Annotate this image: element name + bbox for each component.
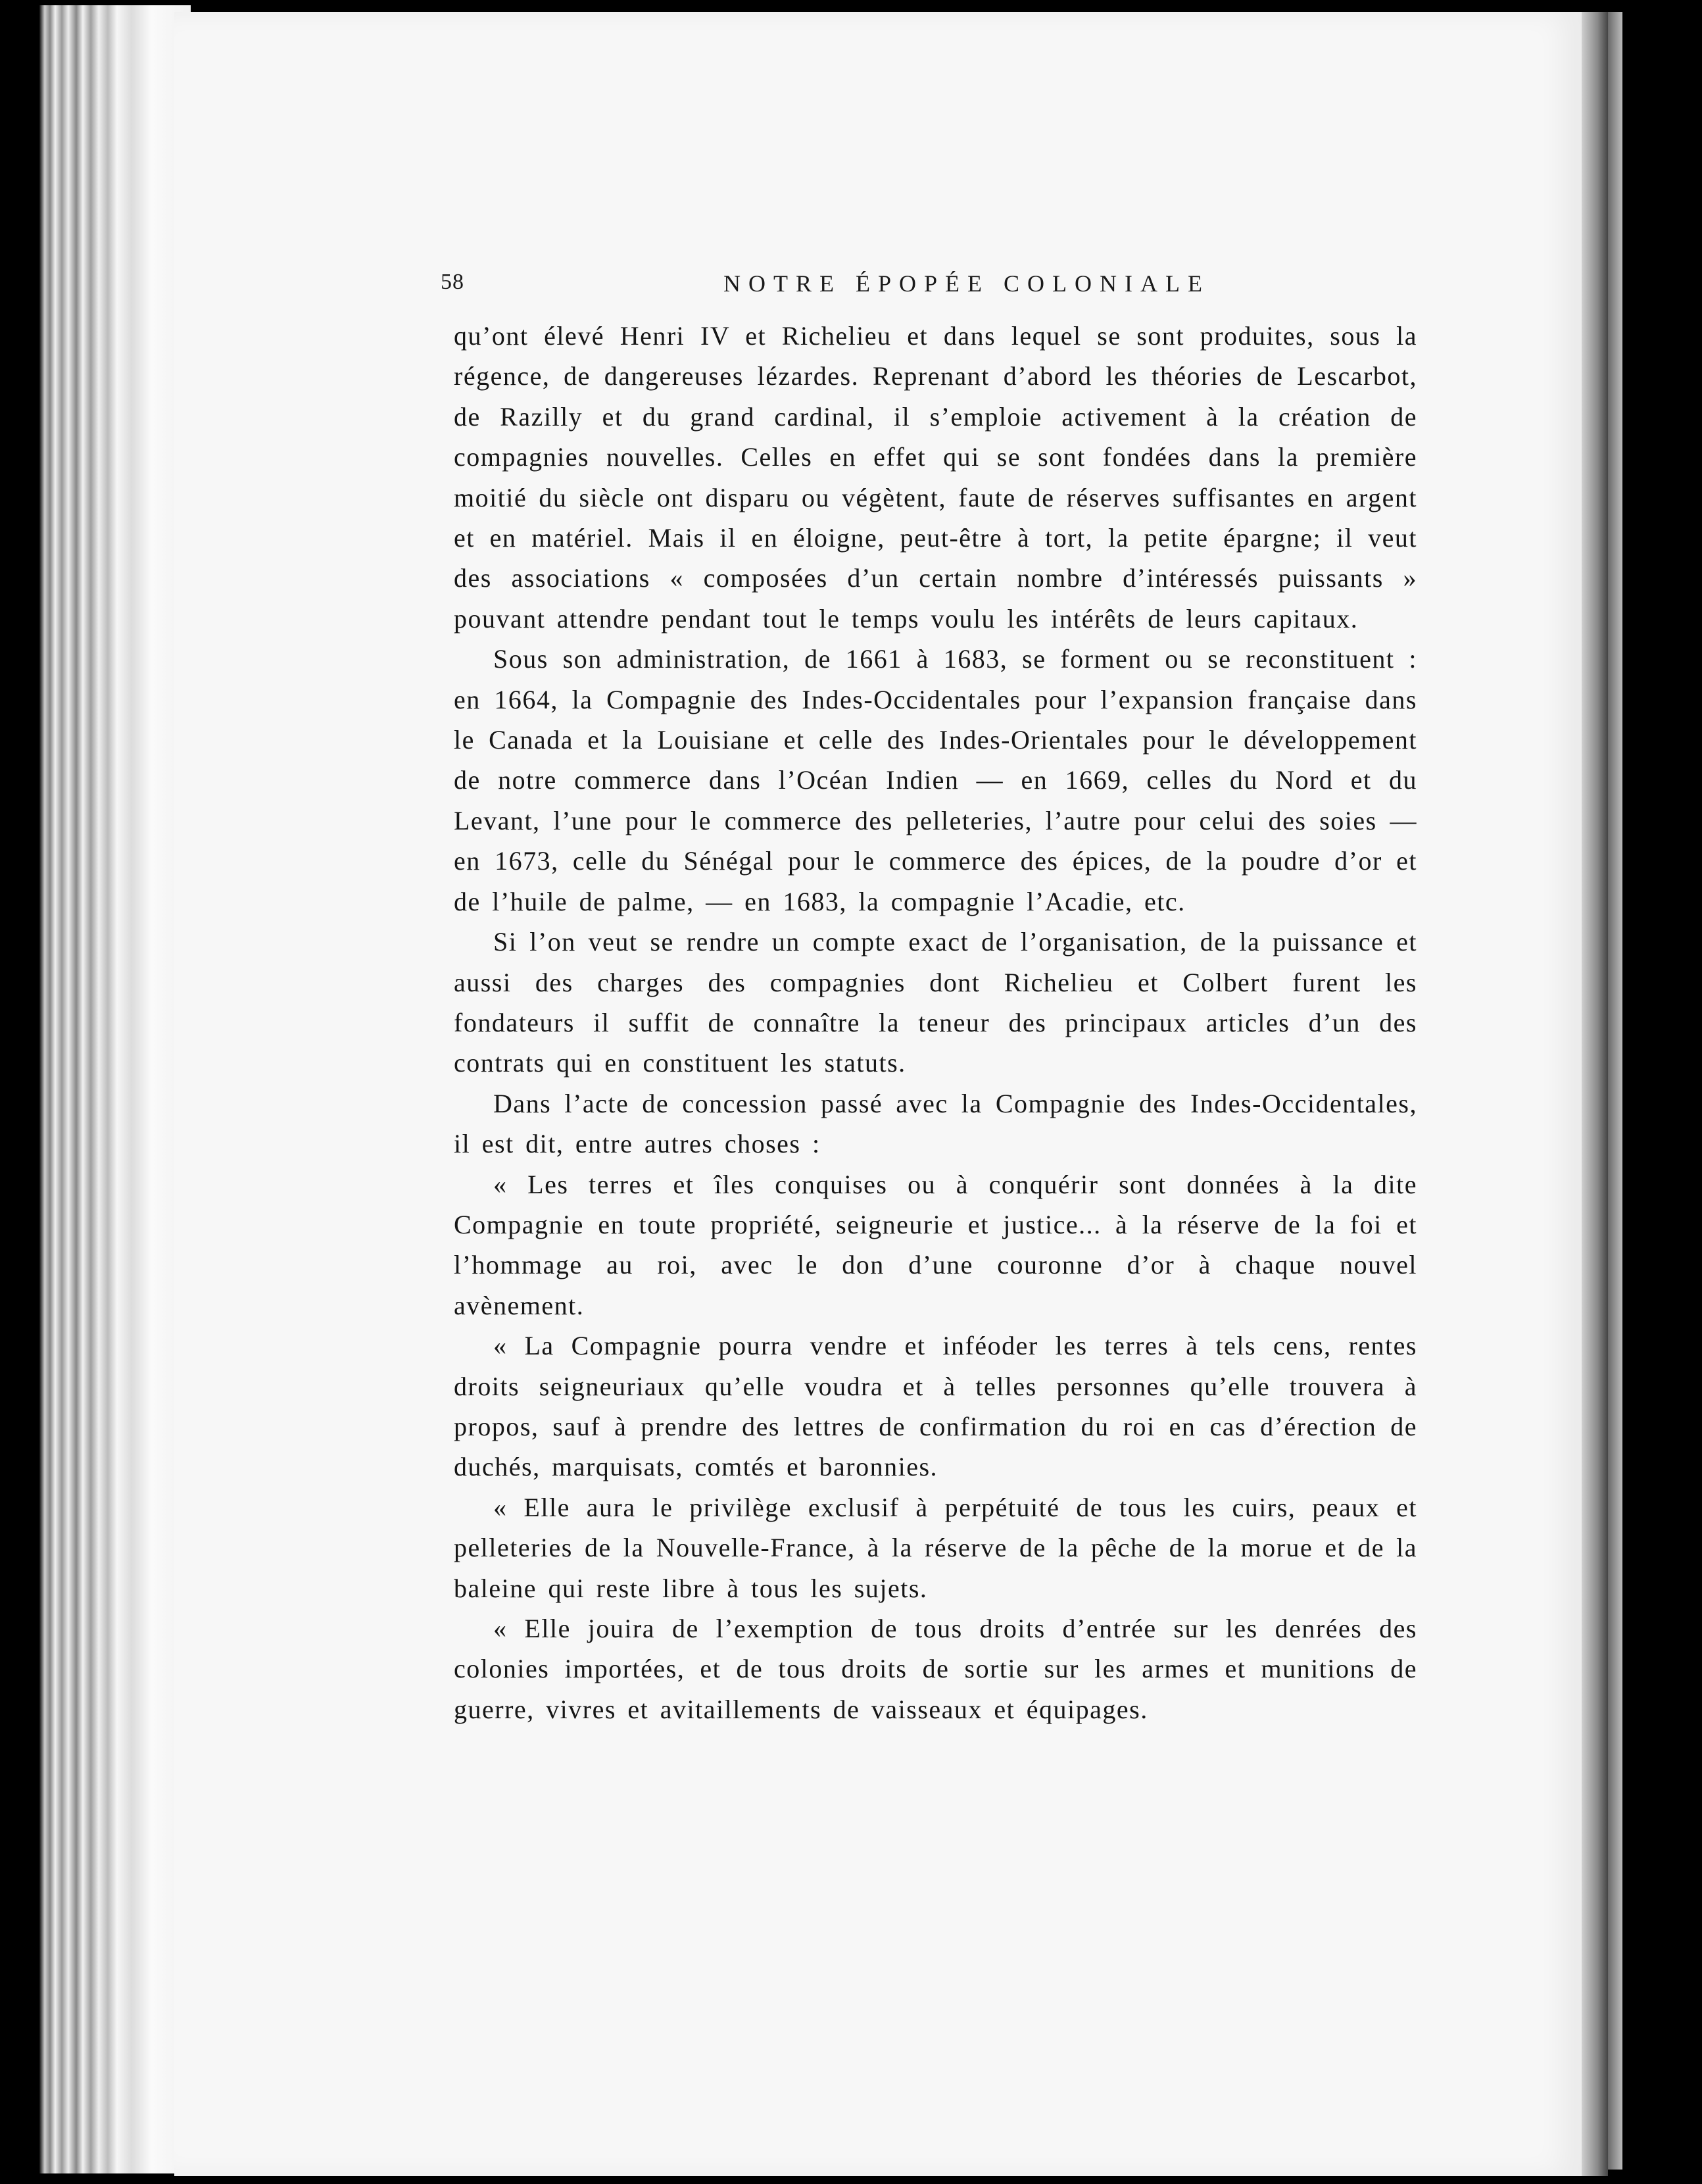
page-right-edge-shadow <box>1582 12 1608 2176</box>
page-number: 58 <box>441 270 464 294</box>
paragraph-4: Dans l’acte de concession passé avec la Compagnie des Indes-Occidentales, il est dit, entre autres choses : <box>454 1088 1417 1159</box>
paragraph-2: Sous son administration, de 1661 à 1683, se forment ou se reconstituent : en 1664, la Compagnie des Indes-Occidentales pour l’expansion française dans le Canada et la Louisiane et celle des Indes-Orientales pour le développement de notre commerce dans l’Océan Indien — en 1669, celles du Nord et du Levant, l’une pour le commerce des pelleteries, l’autre pour celui des soies — en 1673, celle du Sénégal pour le commerce des épices, de la poudre d’or et de l’huile de palme, — en 1683, la compagnie l’Acadie, etc. <box>454 644 1417 916</box>
paragraph-1: qu’ont élevé Henri IV et Richelieu et dans lequel se sont produites, sous la régence, de dangereuses lézardes. Reprenant d’abord les théories de Lescarbot, de Razilly et du grand cardinal, il s’emploie activement à la création de compagnies nouvelles. Celles en effet qui se sont fondées dans la première moitié du siècle ont disparu ou végètent, faute de réserves suffisantes en argent et en matériel. Mais il en éloigne, peut-être à tort, la petite épargne; il veut des associations « composées d’un certain nombre d’intéressés puissants » pouvant attendre pendant tout le temps voulu les intérêts de leurs capitaux. <box>454 321 1417 633</box>
running-head <box>441 270 1427 303</box>
paragraph-3: Si l’on veut se rendre un compte exact de l’organisation, de la puissance et aussi des charges des compagnies dont Richelieu et Colbert furent les fondateurs il suffit de connaître la teneur des principaux articles d’un des contrats qui en constituent les statuts. <box>454 927 1417 1078</box>
running-title: NOTRE ÉPOPÉE COLONIALE <box>723 270 1210 297</box>
quote-paragraph-4: « Elle jouira de l’exemption de tous droits d’entrée sur les denrées des colonies importées, et de tous droits de sortie sur les armes et munitions de guerre, vivres et avitaillements de vaisseaux et équipages. <box>454 1614 1417 1724</box>
quote-paragraph-3: « Elle aura le privilège exclusif à perpétuité de tous les cuirs, peaux et pelleteries de la Nouvelle-France, à la réserve de la pêche de la morue et de la baleine qui reste libre à tous les sujets. <box>454 1492 1417 1603</box>
body-text <box>454 316 1417 1729</box>
quote-paragraph-2: « La Compagnie pourra vendre et inféoder les terres à tels cens, rentes droits seigneuriaux qu’elle voudra et à telles personnes qu’elle trouvera à propos, sauf à prendre des lettres de confirmation du roi en cas d’érection de duchés, marquisats, comtés et baronnies. <box>454 1331 1417 1482</box>
next-page-strip <box>1608 12 1622 2170</box>
book-page-edges <box>39 5 191 2173</box>
quote-paragraph-1: « Les terres et îles conquises ou à conquérir sont données à la dite Compagnie en toute propriété, seigneurie et justice... à la réserve de la foi et l’hommage au roi, avec le don d’une couronne d’or à chaque nouvel avènement. <box>454 1169 1417 1320</box>
